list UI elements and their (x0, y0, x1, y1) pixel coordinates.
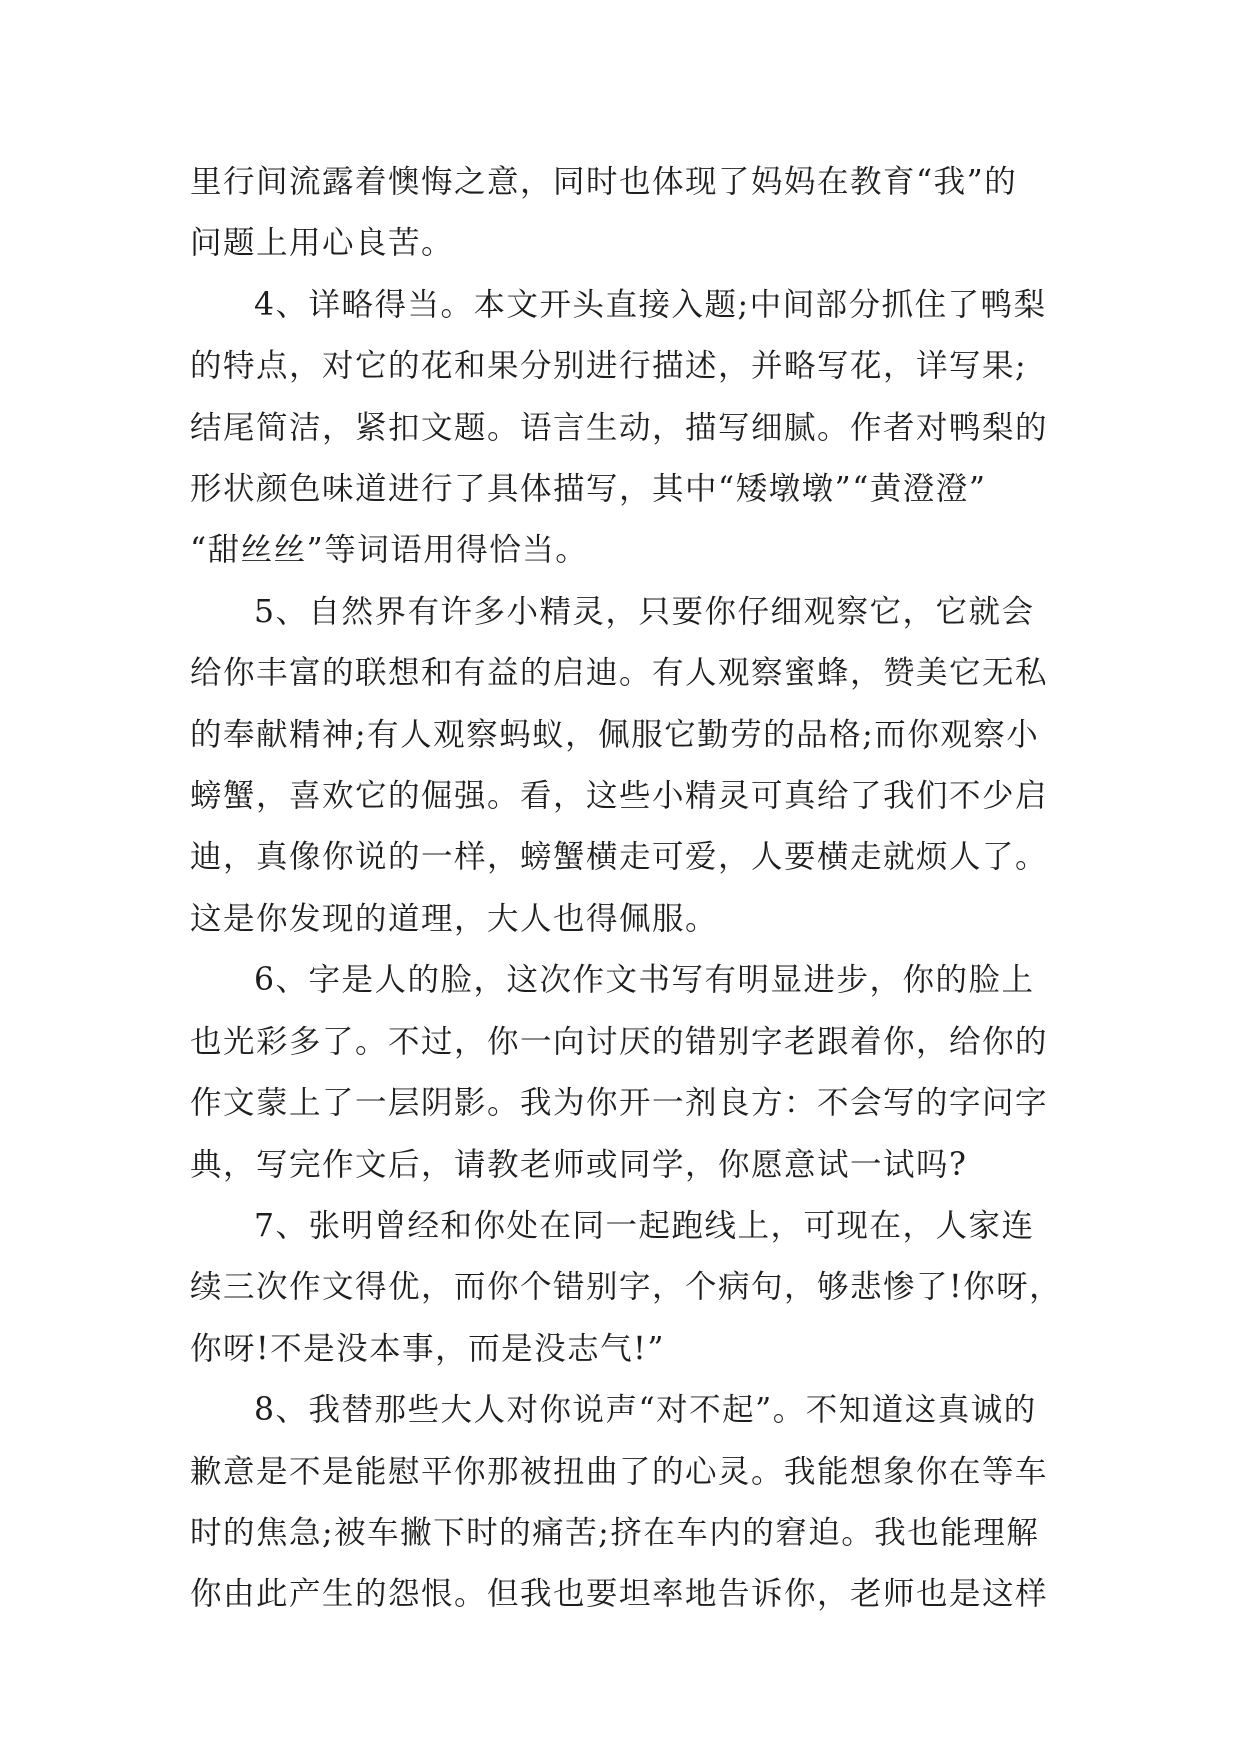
paragraph-4 (190, 275, 1050, 582)
text-line: 也光彩多了。不过，你一向讨厌的错别字老跟着你，给你的 (190, 1023, 1049, 1060)
paragraph-7 (190, 1196, 1063, 1380)
text-line: 作文蒙上了一层阴影。我为你开一剂良方：不会写的字问字 (190, 1085, 1049, 1122)
text-line: 7、张明曾经和你处在同一起跑线上，可现在，人家连 (254, 1207, 1035, 1244)
text-line: 4、详略得当。本文开头直接入题;中间部分抓住了鸭梨 (254, 286, 1047, 323)
document-body (190, 152, 1063, 1626)
text-line: 的特点，对它的花和果分别进行描述，并略写花，详写果; (190, 348, 1028, 385)
text-line: “甜丝丝”等词语用得恰当。 (190, 532, 589, 569)
text-line: 给你丰富的联想和有益的启迪。有人观察蜜蜂，赞美它无私 (190, 655, 1049, 692)
text-line: 结尾简洁，紧扣文题。语言生动，描写细腻。作者对鸭梨的 (190, 409, 1049, 446)
paragraph-5 (190, 582, 1050, 950)
paragraph-8 (190, 1380, 1050, 1626)
text-line: 你呀!不是没本事，而是没志气!” (190, 1330, 665, 1367)
text-line: 迪，真像你说的一样，螃蟹横走可爱，人要横走就烦人了。 (190, 839, 1049, 876)
text-line: 的奉献精神;有人观察蚂蚁，佩服它勤劳的品格;而你观察小 (190, 716, 1040, 753)
text-line: 你由此产生的怨恨。但我也要坦率地告诉你，老师也是这样 (190, 1576, 1049, 1613)
paragraph-continuation (190, 152, 1050, 275)
text-line: 续三次作文得优，而你个错别字，个病句，够悲惨了!你呀， (190, 1269, 1063, 1306)
text-line: 6、字是人的脸，这次作文书写有明显进步，你的脸上 (254, 962, 1035, 999)
text-line: 形状颜色味道进行了具体描写，其中“矮墩墩”“黄澄澄” (190, 471, 987, 508)
text-line: 8、我替那些大人对你说声“对不起”。不知道这真诚的 (254, 1392, 1037, 1429)
text-line: 典，写完作文后，请教老师或同学，你愿意试一试吗? (190, 1146, 968, 1183)
text-line: 这是你发现的道理，大人也得佩服。 (190, 900, 719, 937)
text-line: 时的焦急;被车撇下时的痛苦;挤在车内的窘迫。我也能理解 (190, 1514, 1040, 1551)
text-line: 螃蟹，喜欢它的倔强。看，这些小精灵可真给了我们不少启 (190, 778, 1049, 815)
text-line: 歉意是不是能慰平你那被扭曲了的心灵。我能想象你在等车 (190, 1453, 1049, 1490)
text-line: 5、自然界有许多小精灵，只要你仔细观察它，它就会 (254, 593, 1035, 630)
text-line: 里行间流露着懊悔之意，同时也体现了妈妈在教育“我”的 (190, 164, 1018, 200)
text-line: 问题上用心良苦。 (190, 225, 455, 262)
paragraph-6 (190, 950, 1050, 1196)
